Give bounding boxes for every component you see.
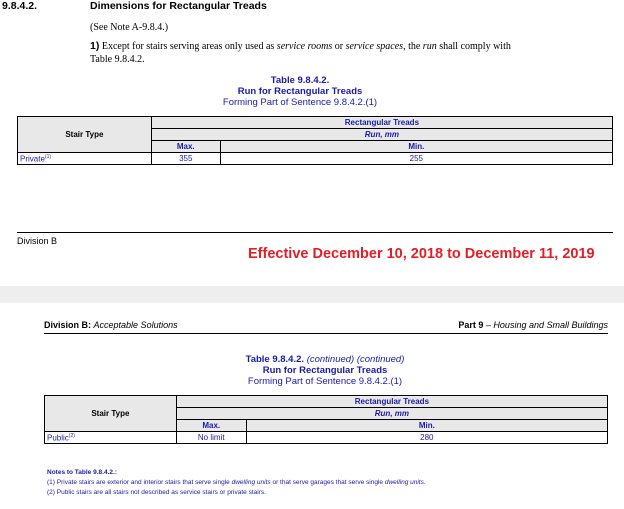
term-run[interactable]: run: [422, 41, 437, 52]
section-number: 9.8.4.2.: [2, 0, 38, 12]
table-number: Table 9.8.4.2.: [270, 75, 330, 86]
footer-rule: [17, 232, 613, 233]
stair-type-header: Stair Type: [45, 396, 177, 432]
sentence-text: Except for stairs serving areas only used as: [101, 41, 275, 52]
sentence-text: or: [334, 41, 344, 52]
page-separator: [0, 286, 624, 303]
row-label-public: Public$^{(2)}$: [45, 432, 177, 444]
run-table-public: [44, 395, 608, 444]
max-header: Max.: [176, 420, 246, 432]
effective-banner: Effective December 10, 2018 to December 11, 2019: [248, 246, 595, 262]
row-max: No limit: [176, 432, 246, 444]
term-service-rooms[interactable]: service rooms: [276, 41, 333, 52]
run-mm-header: Run, mm: [176, 408, 607, 420]
table-notes: [47, 468, 426, 498]
min-header: Min.: [220, 141, 612, 153]
max-header: Max.: [151, 141, 220, 153]
header-rule: [44, 333, 608, 334]
footer-division: Division B: [17, 236, 58, 246]
note-reference: (See Note A-9.8.4.): [90, 22, 169, 33]
continued-label: (continued) (continued): [306, 354, 405, 365]
term-dwelling-units[interactable]: dwelling units: [231, 479, 271, 486]
footnote-ref[interactable]: (2): [68, 432, 75, 439]
sentence-text: Table 9.8.4.2.: [90, 54, 145, 65]
table-row: [18, 153, 613, 165]
run-table-private: [17, 116, 613, 165]
min-header: Min.: [246, 420, 607, 432]
sentence-number: 1): [90, 40, 100, 52]
row-min: 255: [220, 153, 612, 165]
footnote-ref[interactable]: (1): [44, 153, 52, 160]
row-label-private: Private$^{(1)}$: [18, 153, 152, 165]
table-row: [45, 432, 608, 444]
notes-title: Notes to Table 9.8.4.2.:: [47, 469, 117, 476]
part-title: – Housing and Small Buildings: [485, 320, 608, 330]
part-label: Part 9: [458, 320, 484, 330]
term-service-spaces[interactable]: service spaces: [345, 41, 404, 52]
note-2: (2) Public stairs are all stairs not described as service stairs or private stairs.: [47, 489, 266, 496]
term-dwelling-units[interactable]: dwelling units: [384, 479, 424, 486]
table-number: Table 9.8.4.2.: [245, 354, 305, 365]
page-header-right: [458, 320, 608, 330]
run-mm-header: Run, mm: [151, 129, 612, 141]
section-title: Dimensions for Rectangular Treads: [90, 0, 267, 12]
table-subtitle: Forming Part of Sentence 9.8.4.2.(1): [247, 376, 403, 387]
row-min: 280: [246, 432, 607, 444]
table-title: Run for Rectangular Treads: [237, 86, 363, 97]
table-caption-continued: [175, 354, 475, 387]
table-title: Run for Rectangular Treads: [262, 365, 388, 376]
note-1: (1) Private stairs are exterior and interior stairs that serve single dwelling units or that serve garages that serve single dwelling units.: [47, 479, 426, 486]
rectangular-treads-header: Rectangular Treads: [151, 117, 612, 129]
table-subtitle: Forming Part of Sentence 9.8.4.2.(1): [222, 97, 378, 108]
rectangular-treads-header: Rectangular Treads: [176, 396, 607, 408]
sentence-9-8-4-2-1: [90, 40, 550, 66]
sentence-text: , the: [403, 41, 421, 52]
stair-type-header: Stair Type: [18, 117, 152, 153]
page-header-left: [44, 320, 178, 330]
table-caption: [160, 75, 440, 108]
division-title: Acceptable Solutions: [93, 320, 178, 330]
row-max: 355: [151, 153, 220, 165]
sentence-text: shall comply with: [439, 41, 511, 52]
division-label: Division B:: [44, 320, 92, 330]
